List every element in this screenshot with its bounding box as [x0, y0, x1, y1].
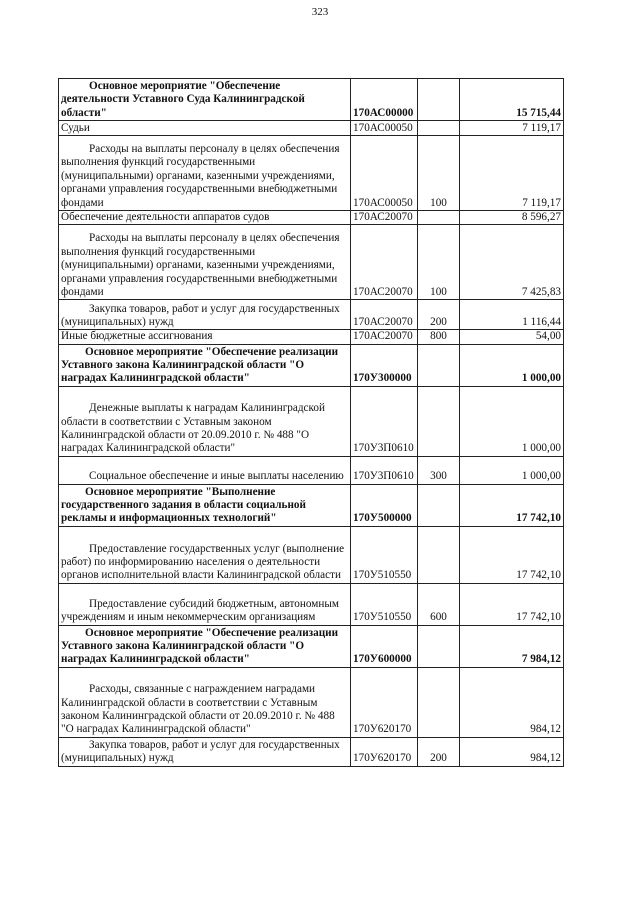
table-row [59, 225, 564, 300]
row-sum: 17 742,10 [460, 526, 564, 583]
row-sum: 17 742,10 [460, 484, 564, 526]
table-row [59, 625, 564, 667]
table-row [59, 667, 564, 737]
row-code: 170У510550 [351, 583, 418, 625]
row-expense-type [418, 121, 460, 136]
row-code: 170У500000 [351, 484, 418, 526]
row-code: 170АС20070 [351, 330, 418, 344]
row-sum: 1 116,44 [460, 300, 564, 330]
row-name: Основное мероприятие "Обеспечение деятельности Уставного Суда Калининградской области" [59, 79, 351, 121]
row-expense-type [418, 625, 460, 667]
row-name: Расходы на выплаты персоналу в целях обеспечения выполнения функций государственными (муниципальными) органами, казенными учреждениями, органами управления государственными внебюджетными фондами [59, 225, 351, 300]
row-expense-type: 600 [418, 583, 460, 625]
row-code: 170У3П0610 [351, 386, 418, 456]
row-sum: 8 596,27 [460, 211, 564, 225]
row-name: Иные бюджетные ассигнования [59, 330, 351, 344]
row-name: Закупка товаров, работ и услуг для государственных (муниципальных) нужд [59, 300, 351, 330]
table-row [59, 121, 564, 136]
row-code: 170У620170 [351, 737, 418, 766]
row-name: Денежные выплаты к наградам Калининградской области в соответствии с Уставным законом Калининградской области от 20.09.2010 г. № 488 "О наградах Калининградской области" [59, 386, 351, 456]
row-expense-type [418, 79, 460, 121]
table-row [59, 330, 564, 344]
row-sum: 984,12 [460, 737, 564, 766]
table-row [59, 344, 564, 386]
row-name: Основное мероприятие "Обеспечение реализации Уставного закона Калининградской области "О наградах Калининградской области" [59, 625, 351, 667]
row-code: 170АС00050 [351, 121, 418, 136]
row-expense-type: 100 [418, 225, 460, 300]
row-code: 170У620170 [351, 667, 418, 737]
table-row [59, 136, 564, 211]
row-sum: 1 000,00 [460, 456, 564, 484]
row-sum: 7 425,83 [460, 225, 564, 300]
row-expense-type: 200 [418, 737, 460, 766]
table-row [59, 737, 564, 766]
row-code: 170АС20070 [351, 225, 418, 300]
table-row [59, 211, 564, 225]
row-expense-type: 100 [418, 136, 460, 211]
row-code: 170У3П0610 [351, 456, 418, 484]
row-name: Закупка товаров, работ и услуг для государственных (муниципальных) нужд [59, 737, 351, 766]
row-name: Судьи [59, 121, 351, 136]
row-name: Расходы на выплаты персоналу в целях обеспечения выполнения функций государственными (муниципальными) органами, казенными учреждениями, органами управления государственными внебюджетными фондами [59, 136, 351, 211]
table-row [59, 386, 564, 456]
row-sum: 15 715,44 [460, 79, 564, 121]
row-sum: 7 119,17 [460, 136, 564, 211]
row-code: 170У510550 [351, 526, 418, 583]
budget-table [58, 78, 564, 767]
row-expense-type [418, 211, 460, 225]
row-expense-type [418, 386, 460, 456]
row-expense-type: 200 [418, 300, 460, 330]
table-row [59, 583, 564, 625]
table-row [59, 300, 564, 330]
table-row [59, 484, 564, 526]
row-sum: 1 000,00 [460, 344, 564, 386]
row-sum: 7 119,17 [460, 121, 564, 136]
table-row [59, 456, 564, 484]
row-code: 170У300000 [351, 344, 418, 386]
row-code: 170У600000 [351, 625, 418, 667]
row-sum: 54,00 [460, 330, 564, 344]
row-sum: 984,12 [460, 667, 564, 737]
row-name: Расходы, связанные с награждением наградами Калининградской области в соответствии с Уставным законом Калининградской области от 20.09.2010 г. № 488 "О наградах Калининградской области" [59, 667, 351, 737]
row-name: Социальное обеспечение и иные выплаты населению [59, 456, 351, 484]
row-code: 170АС00000 [351, 79, 418, 121]
row-expense-type: 800 [418, 330, 460, 344]
row-sum: 17 742,10 [460, 583, 564, 625]
row-sum: 1 000,00 [460, 386, 564, 456]
row-name: Предоставление государственных услуг (выполнение работ) по информированию населения о деятельности органов исполнительной власти Калининградской области [59, 526, 351, 583]
row-expense-type [418, 484, 460, 526]
row-name: Предоставление субсидий бюджетным, автономным учреждениям и иным некоммерческим организациям [59, 583, 351, 625]
row-code: 170АС00050 [351, 136, 418, 211]
row-expense-type: 300 [418, 456, 460, 484]
row-name: Основное мероприятие "Обеспечение реализации Уставного закона Калининградской области "О наградах Калининградской области" [59, 344, 351, 386]
row-code: 170АС20070 [351, 300, 418, 330]
page-number: 323 [311, 6, 329, 18]
row-name: Основное мероприятие "Выполнение государственного задания в области социальной рекламы и информационных технологий" [59, 484, 351, 526]
row-expense-type [418, 667, 460, 737]
row-code: 170АС20070 [351, 211, 418, 225]
row-expense-type [418, 526, 460, 583]
row-name: Обеспечение деятельности аппаратов судов [59, 211, 351, 225]
row-sum: 7 984,12 [460, 625, 564, 667]
row-expense-type [418, 344, 460, 386]
table-row [59, 79, 564, 121]
table-row [59, 526, 564, 583]
